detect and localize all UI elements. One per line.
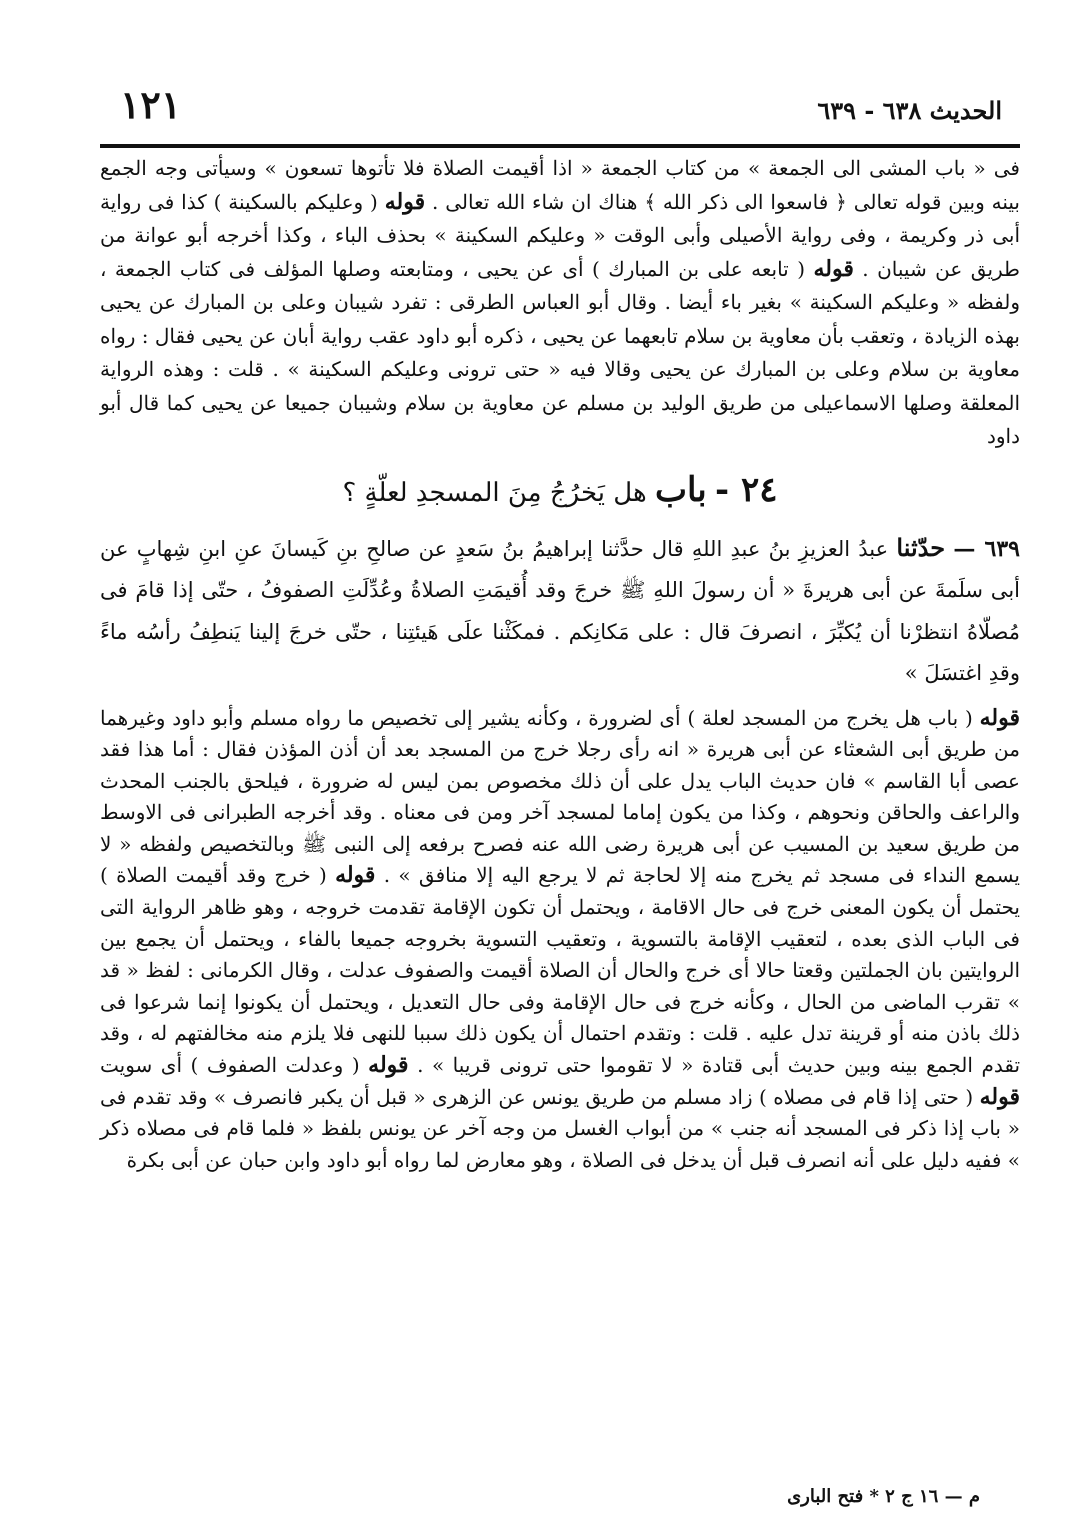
sharh-text: ( حتى إذا قام فى مصلاه ) زاد مسلم من طريق يونس عن الزهرى « قبل أن يكبر فانصرف » وقد تقدم فى « باب إذا ذكر فى المسجد أنه جنب » من أبواب الغسل من وجه آخر عن يونس بلفظ « فلما قام فى مصلاه ذكر » ففيه دليل على أنه انصرف قبل أن يدخل فى الصلاة ، وهو معارض لما رواه أبو داود وابن حبان عن أبى بكرة bbox=[100, 1084, 1020, 1172]
sharh-text: ( خرج وقد أقيمت الصلاة ) يحتمل أن يكون المعنى خرج فى حال الاقامة ، ويحتمل أن تكون الإقامة تقدمت خروجه ، وهو ظاهر الرواية التى فى الباب الذى بعده ، لتعقيب الإقامة بالتسوية ، وتعقيب التسوية بخروجه جميعا بالفاء ، ويحتمل أن يجمع بين الروايتين بان الجملتين وقعتا حالا أى خرج والحال أن الصلاة أقيمت والصفوف عدلت ، وقال الكرمانى : لفظ « قد » تقرب الماضى من الحال ، وكأنه خرج فى حال الإقامة وفى حال التعديل ، ويحتمل أن يكونوا إنما شرعوا فى ذلك باذن منه أو قرينة تدل عليه . قلت : وتقدم احتمال أن يكون ذلك سببا للنهى فلا يلزم منه مخالفتهم له ، وقد تقدم الجمع بينه وبين حديث أبى قتادة « لا تقوموا حتى ترونى قريبا » . bbox=[100, 863, 1021, 1078]
printer-signature: م — ١٦ ج ٢ * فتح البارى bbox=[787, 1486, 980, 1507]
commentary-text: ( تابعه على بن المبارك ) أى عن يحيى ، ومتابعته وصلها المؤلف فى كتاب الجمعة ، ولفظه « وعليكم السكينة » بغير باء أيضا . وقال أبو العباس الطرقى : تفرد شيبان وعلى بن المبارك عن يحيى بهذه الزيادة ، وتعقب بأن معاوية بن سلام تابعهما عن يحيى ، ذكره أبو داود عقب رواية أبان عن يحيى فقال : رواه معاوية بن سلام وعلى بن المبارك عن يحيى وقالا فيه « حتى ترونى وعليكم السكينة » . قلت : وهذه الرواية المعلقة وصلها الاسماعيلى من طريق الوليد بن مسلم عن معاوية بن سلام وشيبان جميعا عن يحيى كما قال أبو داود bbox=[100, 256, 1020, 448]
qawluhu-keyword: قوله bbox=[384, 188, 426, 215]
qawluhu-keyword: قوله bbox=[979, 704, 1021, 731]
hadith-number: ٦٣٩ — bbox=[953, 535, 1020, 562]
page-body bbox=[100, 70, 1020, 1176]
qawluhu-keyword: قوله bbox=[979, 1083, 1020, 1110]
sharh-commentary bbox=[100, 703, 1020, 1177]
commentary-text: ( وعليكم بالسكينة ) كذا فى رواية أبى ذر وكريمة ، وفى رواية الأصيلى وأبى الوقت « وعليكم السكينة » بحذف الباء ، وكذا أخرجه أبو عوانة من طريق عن شيبان . bbox=[100, 189, 1020, 281]
page-header bbox=[100, 70, 1020, 132]
qawluhu-keyword: قوله bbox=[335, 862, 376, 889]
chapter-bab-label: باب bbox=[654, 469, 707, 510]
chapter-heading bbox=[100, 466, 1020, 517]
haddathana-keyword: حدّثنا bbox=[896, 532, 946, 562]
sharh-paragraph bbox=[100, 703, 1020, 1177]
sharh-text: ( وعدلت الصفوف ) أى سويت bbox=[100, 1053, 360, 1078]
header-rule bbox=[100, 144, 1020, 148]
chapter-number: ٢٤ - bbox=[715, 469, 778, 510]
hadith-text-block bbox=[100, 527, 1020, 695]
running-title: الحديث ٦٣٨ - ٦٣٩ bbox=[817, 96, 1002, 125]
commentary-paragraph bbox=[100, 152, 1020, 454]
qawluhu-keyword: قوله bbox=[813, 255, 854, 282]
hadith-text: عبدُ العزيزِ بنُ عبدِ اللهِ قال حدَّثنا إبراهيمُ بنُ سَعدٍ عن صالحِ بنِ كَيسانَ عنِ ابنِ شِهابٍ عن أبى سلَمةَ عن أبى هريرةَ « أن رسولَ اللهِ ﷺ خرجَ وقد أُقيمَتِ الصلاةُ وعُدِّلَتِ الصفوفُ ، حتّى إذا قامَ فى مُصلّاهُ انتظرْنا أن يُكبِّرَ ، انصرفَ قال : على مَكانِكم . فمكَثْنا علَى هَيئتِنا ، حتّى خرجَ إلينا يَنطِفُ رأسُه ماءً وقدِ اغتسَلَ » bbox=[100, 536, 1020, 685]
chapter-title: هل يَخرُجُ مِنَ المسجدِ لعلّةٍ ؟ bbox=[342, 477, 647, 508]
page-number: ١٢١ bbox=[120, 82, 182, 127]
commentary-text: فى « باب المشى الى الجمعة » من كتاب الجمعة « اذا أقيمت الصلاة فلا تأتوها تسعون » وسيأتى وجه الجمع بينه وبين قوله تعالى ﴿ فاسعوا الى ذكر الله ﴾ هناك ان شاء الله تعالى . bbox=[100, 156, 1020, 214]
sharh-text: ( باب هل يخرج من المسجد لعلة ) أى لضرورة ، وكأنه يشير إلى تخصيص ما رواه مسلم وأبو داود وغيرهما من طريق أبى الشعثاء عن أبى هريرة « انه رأى رجلا خرج من المسجد بعد أن أذن المؤذن فقال : أما هذا فقد عصى أبا القاسم » فان حديث الباب يدل على أن ذلك مخصوص بمن ليس له ضرورة ، فيلحق بالجنب المحدث والراعف والحاقن ونحوهم ، وكذا من يكون إماما لمسجد آخر ومن فى معناه . وقد أخرجه الطبرانى فى الاوسط من طريق سعيد بن المسيب عن أبى هريرة رضى الله عنه فصرح برفعه إلى النبى ﷺ وبالتخصيص ولفظه « لا يسمع النداء فى مسجد ثم يخرج منه إلا لحاجة ثم لا يرجع اليه إلا منافق » . bbox=[100, 705, 1020, 888]
qawluhu-keyword: قوله bbox=[368, 1052, 409, 1079]
commentary-continuation bbox=[100, 152, 1020, 454]
